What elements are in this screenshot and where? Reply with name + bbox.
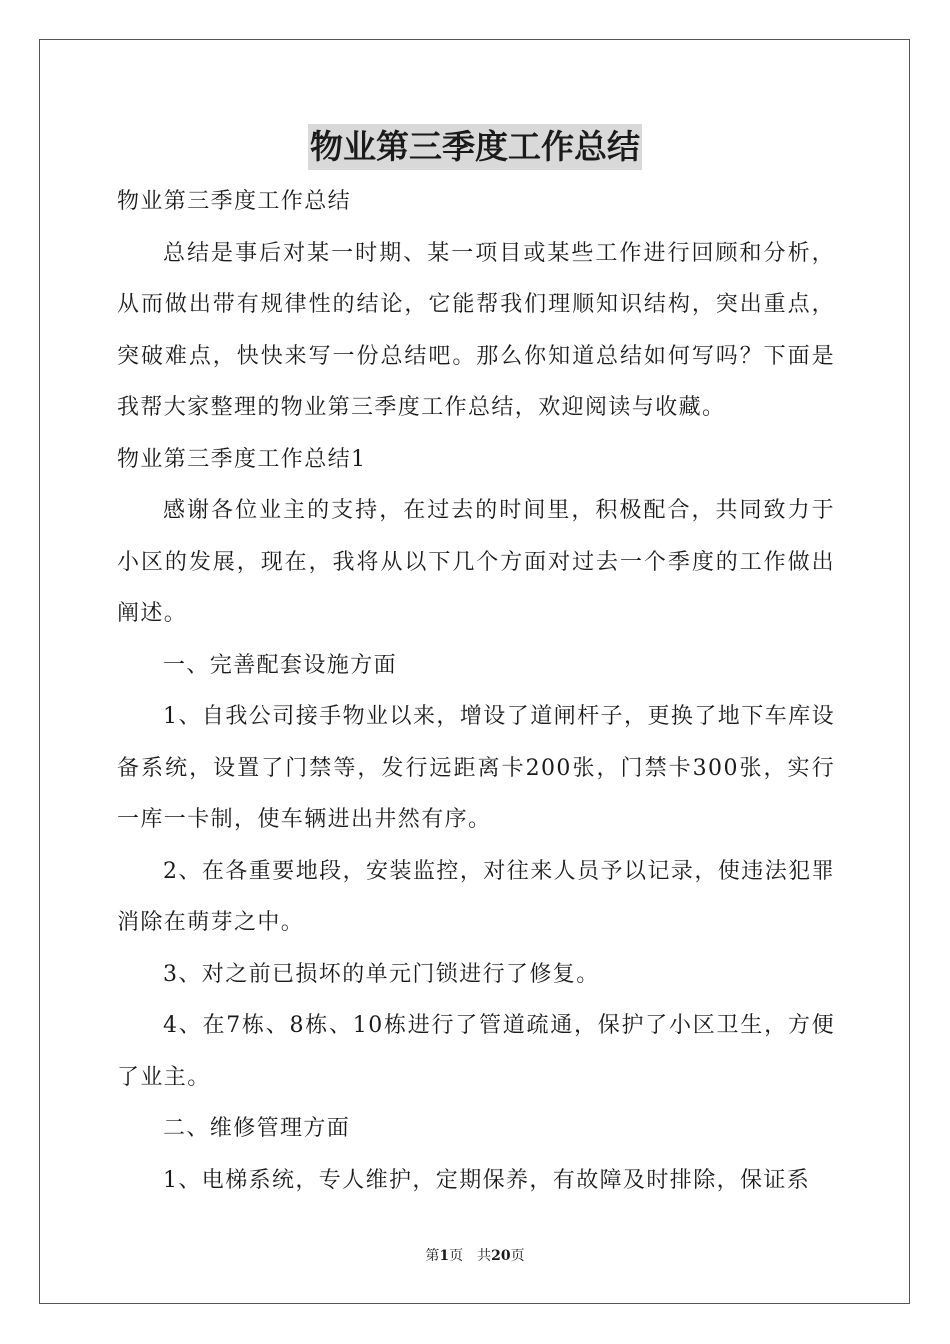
document-title: 物业第三季度工作总结	[308, 124, 642, 170]
paragraph-6: 1、自我公司接手物业以来，增设了道闸杆子，更换了地下车库设备系统，设置了门禁等，发行远距离卡200张，门禁卡300张，实行一库一卡制，使车辆进出井然有序。	[117, 704, 835, 832]
page-suffix: 页	[449, 1248, 464, 1264]
paragraph-9: 4、在7栋、8栋、10栋进行了管道疏通，保护了小区卫生，方便了业主。	[117, 1013, 835, 1090]
total-prefix: 共	[477, 1248, 492, 1264]
title-area	[0, 124, 950, 170]
paragraph-2: 总结是事后对某一时期、某一项目或某些工作进行回顾和分析，从而做出带有规律性的结论，它能帮我们理顺知识结构，突出重点，突破难点，快快来写一份总结吧。那么你知道总结如何写吗？下面是我帮大家整理的物业第三季度工作总结，欢迎阅读与收藏。	[117, 240, 835, 420]
paragraph-3: 物业第三季度工作总结1	[117, 446, 367, 472]
page-number: 1	[439, 1248, 450, 1264]
page-footer	[0, 1246, 950, 1266]
total-pages: 20	[491, 1248, 511, 1264]
total-suffix: 页	[510, 1248, 525, 1264]
paragraph-1: 物业第三季度工作总结	[117, 189, 352, 214]
paragraph-4: 感谢各位业主的支持，在过去的时间里，积极配合，共同致力于小区的发展，现在，我将从以下几个方面对过去一个季度的工作做出阐述。	[117, 498, 835, 626]
paragraph-7: 2、在各重要地段，安装监控，对往来人员予以记录，使违法犯罪消除在萌芽之中。	[117, 858, 835, 935]
page-prefix: 第	[425, 1248, 440, 1264]
paragraph-5: 一、完善配套设施方面	[163, 652, 398, 678]
paragraph-11: 1、电梯系统，专人维护，定期保养，有故障及时排除，保证系	[163, 1167, 811, 1193]
document-body	[117, 176, 835, 1206]
paragraph-10: 二、维修管理方面	[163, 1116, 351, 1141]
paragraph-8: 3、对之前已损坏的单元门锁进行了修复。	[163, 961, 600, 987]
